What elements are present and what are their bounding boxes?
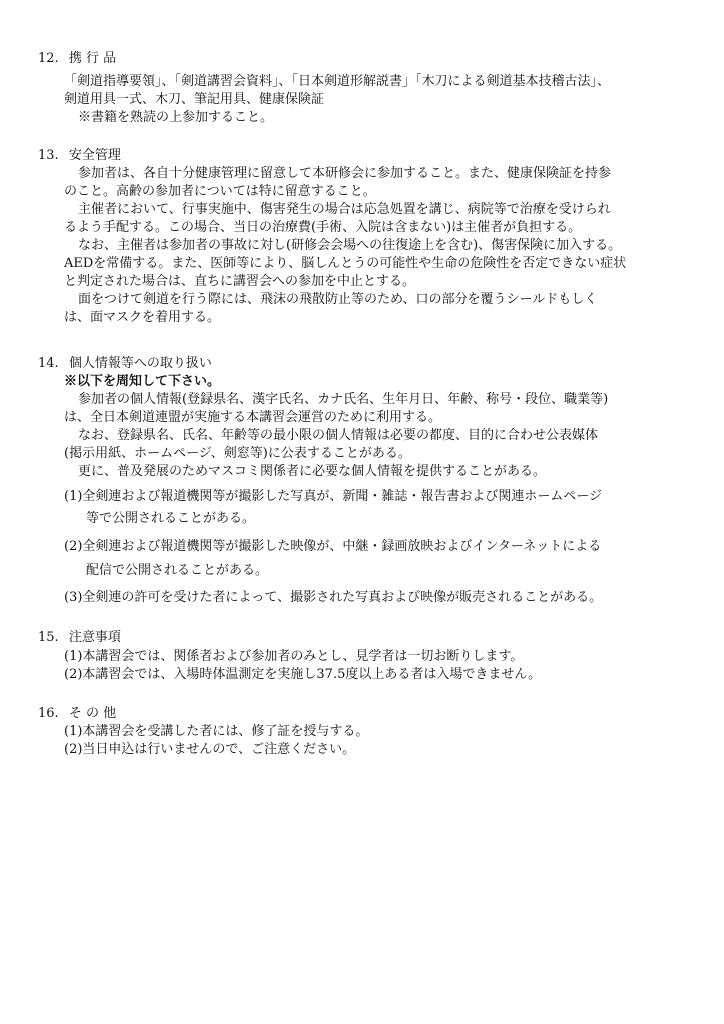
text-line: 更に、普及発展のためマスコミ関係者に必要な個人情報を提供することがある。 <box>78 464 547 479</box>
section-heading <box>38 147 121 165</box>
section-number: 16. <box>38 706 59 721</box>
text-line: 「剣道指導要領」、「剣道講習会資料」、「日本剣道形解説書」「木刀による剣道基本技稽古法」、 <box>64 74 611 89</box>
notice-text: ※以下を周知して下さい。 <box>64 374 221 389</box>
text-line: 参加者は、各自十分健康管理に留意して本研修会に参加すること。また、健康保険証を持参 <box>78 166 612 181</box>
list-item: (1)全剣連および報道機関等が撮影した写真が、新聞・雑誌・報告書および関連ホームページ <box>64 489 603 504</box>
text-line: は、面マスクを着用する。 <box>64 310 221 325</box>
section-number: 14. <box>38 356 59 371</box>
list-item: (1)本講習会を受講した者には、修了証を授与する。 <box>64 724 369 739</box>
section-heading <box>38 705 116 723</box>
text-line: のこと。高齢の参加者については特に留意すること。 <box>64 184 376 199</box>
section-number: 12. <box>38 51 59 66</box>
section-title: 携 行 品 <box>68 51 117 66</box>
text-line: ※書籍を熟読の上参加すること。 <box>78 110 274 125</box>
section-title: 個人情報等への取り扱い <box>68 356 212 371</box>
text-line: と判定された場合は、直ちに講習会への参加を中止とする。 <box>64 274 416 289</box>
list-item: (3)全剣連の許可を受けた者によって、撮影された写真および映像が販売されることがある。 <box>64 590 603 605</box>
text-line: るよう手配する。この場合、当日の治療費(手術、入院は含まない)は主催者が負担する。 <box>64 220 582 235</box>
section-heading <box>38 355 212 373</box>
text-line: なお、主催者は参加者の事故に対し(研修会会場への往復途上を含む)、傷害保険に加入する。 <box>78 238 622 253</box>
section-heading <box>38 50 116 68</box>
text-line: 参加者の個人情報(登録県名、漢字氏名、カナ氏名、生年月日、年齢、称号・段位、職業等) <box>78 392 609 407</box>
list-item-continuation: 等で公開されることがある。 <box>86 511 256 526</box>
section-title: 安全管理 <box>68 148 121 163</box>
section-heading <box>38 629 121 647</box>
section-number: 15. <box>38 630 59 645</box>
list-item: (2)全剣連および報道機関等が撮影した映像が、中継・録画放映およびインターネットによる <box>64 539 602 554</box>
text-line: (掲示用紙、ホームページ、剣窓等)に公表することがある。 <box>64 446 411 461</box>
section-title: 注意事項 <box>68 630 121 645</box>
text-line: 面をつけて剣道を行う際には、飛沫の飛散防止等のため、口の部分を覆うシールドもしく <box>78 292 598 307</box>
section-title: そ の 他 <box>68 706 117 721</box>
list-item: (1)本講習会では、関係者および参加者のみとし、見学者は一切お断りします。 <box>64 649 524 664</box>
text-line: AEDを常備する。また、医師等により、脳しんとうの可能性や生命の危険性を否定できない症状 <box>64 256 627 271</box>
text-line: 剣道用具一式、木刀、筆記用具、健康保険証 <box>64 92 325 107</box>
list-item-continuation: 配信で公開されることがある。 <box>86 563 269 578</box>
text-line: なお、登録県名、氏名、年齢等の最小限の個人情報は必要の都度、目的に合わせ公表媒体 <box>78 428 599 443</box>
list-item: (2)当日申込は行いませんので、ご注意ください。 <box>64 742 356 757</box>
section-number: 13. <box>38 148 59 163</box>
list-item: (2)本講習会では、入場時体温測定を実施し37.5度以上ある者は入場できません。 <box>64 667 542 682</box>
text-line: は、全日本剣道連盟が実施する本講習会運営のために利用する。 <box>64 410 442 425</box>
text-line: 主催者において、行事実施中、傷害発生の場合は応急処置を講じ、病院等で治療を受けられ <box>78 202 611 217</box>
